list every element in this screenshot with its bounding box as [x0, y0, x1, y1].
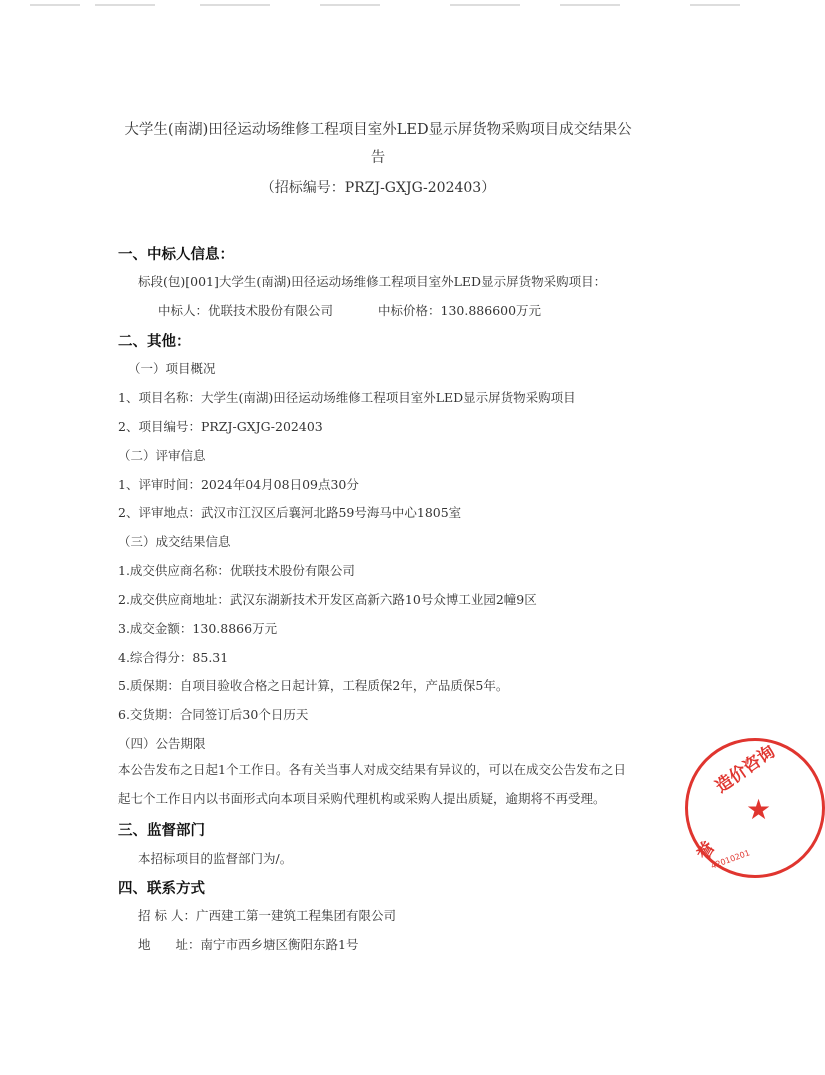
tenderer-address: 地 址：南宁市西乡塘区衡阳东路1号 — [138, 937, 359, 952]
tender-number: （招标编号：PRZJ-GXJG-202403） — [260, 180, 496, 196]
supplier-name: 1.成交供应商名称：优联技术股份有限公司 — [118, 563, 355, 578]
subsection-project-overview: （一）项目概况 — [128, 361, 216, 376]
supplier-address: 2.成交供应商地址：武汉东湖新技术开发区高新六路10号众博工业园2幢9区 — [118, 592, 537, 607]
winner-name: 中标人：优联技术股份有限公司 — [158, 303, 334, 318]
section-heading-contact: 四、联系方式 — [118, 881, 205, 897]
section-heading-supervision: 三、监督部门 — [118, 823, 205, 839]
document-title — [100, 116, 656, 172]
notice-period-text: 本公告发布之日起1个工作日。各有关当事人对成交结果有异议的，可以在成交公告发布之日起七个工作日内以书面形式向本项目采购代理机构或采购人提出质疑，逾期将不再受理。 — [118, 762, 626, 806]
title-line-1: 大学生(南湖)田径运动场维修工程项目室外LED显示屏货物采购项目成交结果公 — [124, 122, 632, 138]
project-name: 1、项目名称：大学生(南湖)田径运动场维修工程项目室外LED显示屏货物采购项目 — [118, 390, 576, 405]
seal-number: 42010201 — [709, 848, 752, 871]
overall-score: 4.综合得分：85.31 — [118, 650, 229, 665]
warranty-period: 5.质保期：自项目验收合格之日起计算，工程质保2年，产品质保5年。 — [118, 678, 509, 693]
company-seal — [685, 738, 825, 878]
delivery-period: 6.交货期：合同签订后30个日历天 — [118, 707, 309, 722]
winning-price: 中标价格：130.886600万元 — [378, 303, 542, 318]
review-time: 1、评审时间：2024年04月08日09点30分 — [118, 477, 359, 492]
supervision-text: 本招标项目的监督部门为/。 — [138, 851, 293, 866]
subsection-notice-period: （四）公告期限 — [118, 736, 206, 751]
seal-star-icon: ★ — [746, 793, 772, 826]
review-location: 2、评审地点：武汉市江汉区后襄河北路59号海马中心1805室 — [118, 505, 462, 520]
tenderer: 招 标 人：广西建工第一建筑工程集团有限公司 — [138, 908, 396, 923]
seal-text: 造价咨询 — [711, 741, 780, 798]
lot-description: 标段(包)[001]大学生(南湖)田径运动场维修工程项目室外LED显示屏货物采购项目： — [138, 274, 607, 289]
subsection-review-info: （二）评审信息 — [118, 448, 206, 463]
section-heading-other: 二、其他： — [118, 334, 191, 350]
seal-text-2: 誉 — [693, 838, 720, 864]
deal-amount: 3.成交金额：130.8866万元 — [118, 621, 278, 636]
scan-edge-marks — [0, 0, 756, 10]
subsection-result-info: （三）成交结果信息 — [118, 534, 231, 549]
section-heading-winner-info: 一、中标人信息： — [118, 247, 234, 263]
title-line-2: 告 — [370, 150, 386, 166]
project-number: 2、项目编号：PRZJ-GXJG-202403 — [118, 419, 323, 434]
